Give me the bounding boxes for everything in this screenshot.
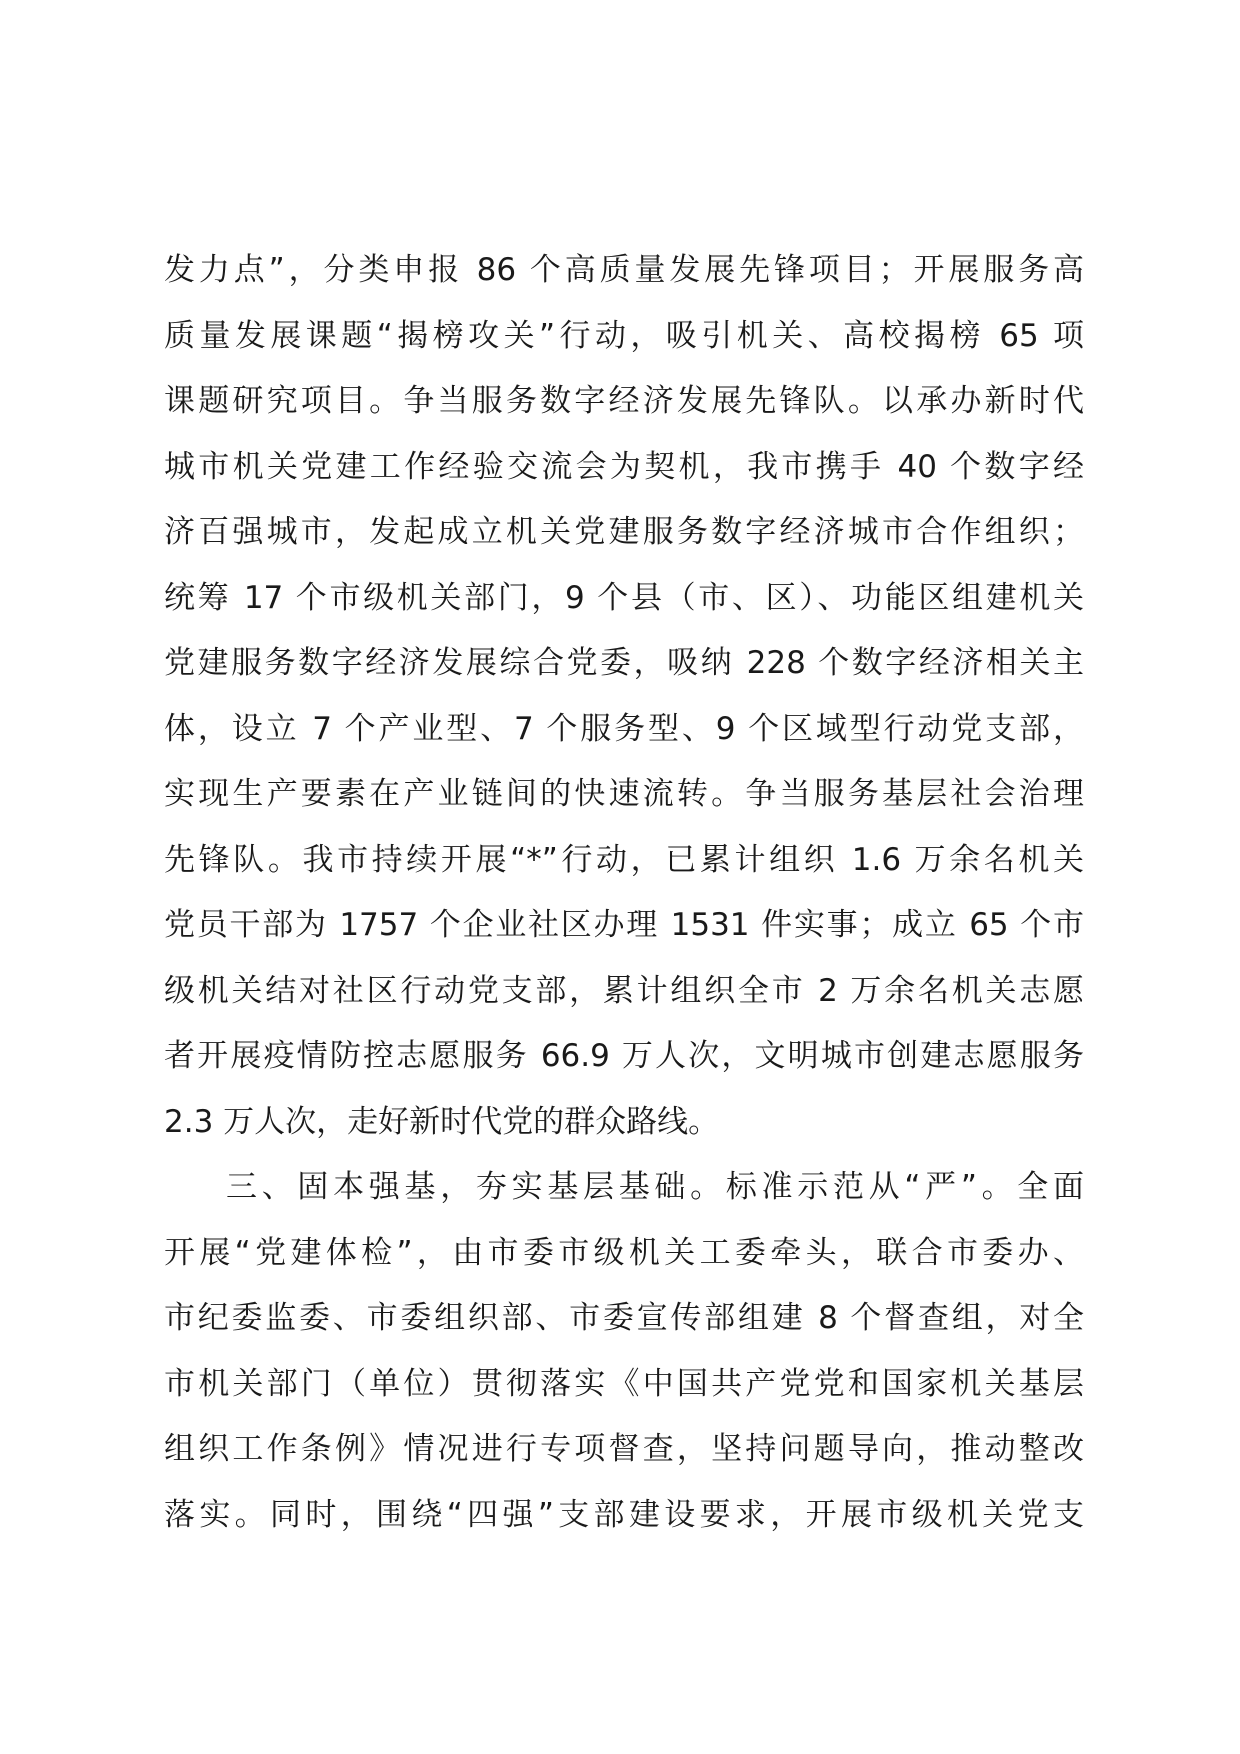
text-line: 发力点”，分类申报 86 个高质量发展先锋项目；开展服务高	[164, 252, 1084, 288]
body-text	[164, 238, 1084, 1548]
paragraph-end-line: 2.3 万人次，走好新时代党的群众路线。	[164, 1103, 720, 1140]
text-line: 开展“党建体检”，由市委市级机关工委牵头，联合市委办、	[164, 1234, 1084, 1271]
text-line: 济百强城市，发起成立机关党建服务数字经济城市合作组织；	[164, 514, 1084, 550]
text-line: 先锋队。我市持续开展“*”行动，已累计组织 1.6 万余名机关	[164, 841, 1084, 878]
text-line: 实现生产要素在产业链间的快速流转。争当服务基层社会治理	[164, 776, 1084, 812]
text-line: 党员干部为 1757 个企业社区办理 1531 件实事；成立 65 个市	[164, 907, 1084, 943]
text-line: 组织工作条例》情况进行专项督查，坚持问题导向，推动整改	[164, 1431, 1084, 1467]
text-line: 党建服务数字经济发展综合党委，吸纳 228 个数字经济相关主	[164, 645, 1084, 681]
text-line: 落实。同时，围绕“四强”支部建设要求，开展市级机关党支	[164, 1496, 1084, 1533]
section-heading-line: 三、固本强基，夯实基层基础。标准示范从“严”。全面	[226, 1169, 1084, 1205]
text-line: 级机关结对社区行动党支部，累计组织全市 2 万余名机关志愿	[164, 972, 1084, 1009]
text-line: 体，设立 7 个产业型、7 个服务型、9 个区域型行动党支部，	[164, 710, 1084, 747]
text-line: 统筹 17 个市级机关部门，9 个县（市、区）、功能区组建机关	[164, 579, 1084, 616]
text-line: 市纪委监委、市委组织部、市委宣传部组建 8 个督查组，对全	[164, 1300, 1084, 1336]
text-line: 质量发展课题“揭榜攻关”行动，吸引机关、高校揭榜 65 项	[164, 317, 1084, 354]
text-line: 城市机关党建工作经验交流会为契机，我市携手 40 个数字经	[164, 448, 1084, 485]
text-line: 课题研究项目。争当服务数字经济发展先锋队。以承办新时代	[164, 383, 1084, 419]
text-line: 者开展疫情防控志愿服务 66.9 万人次，文明城市创建志愿服务	[164, 1038, 1084, 1074]
text-line: 市机关部门（单位）贯彻落实《中国共产党党和国家机关基层	[164, 1365, 1084, 1402]
